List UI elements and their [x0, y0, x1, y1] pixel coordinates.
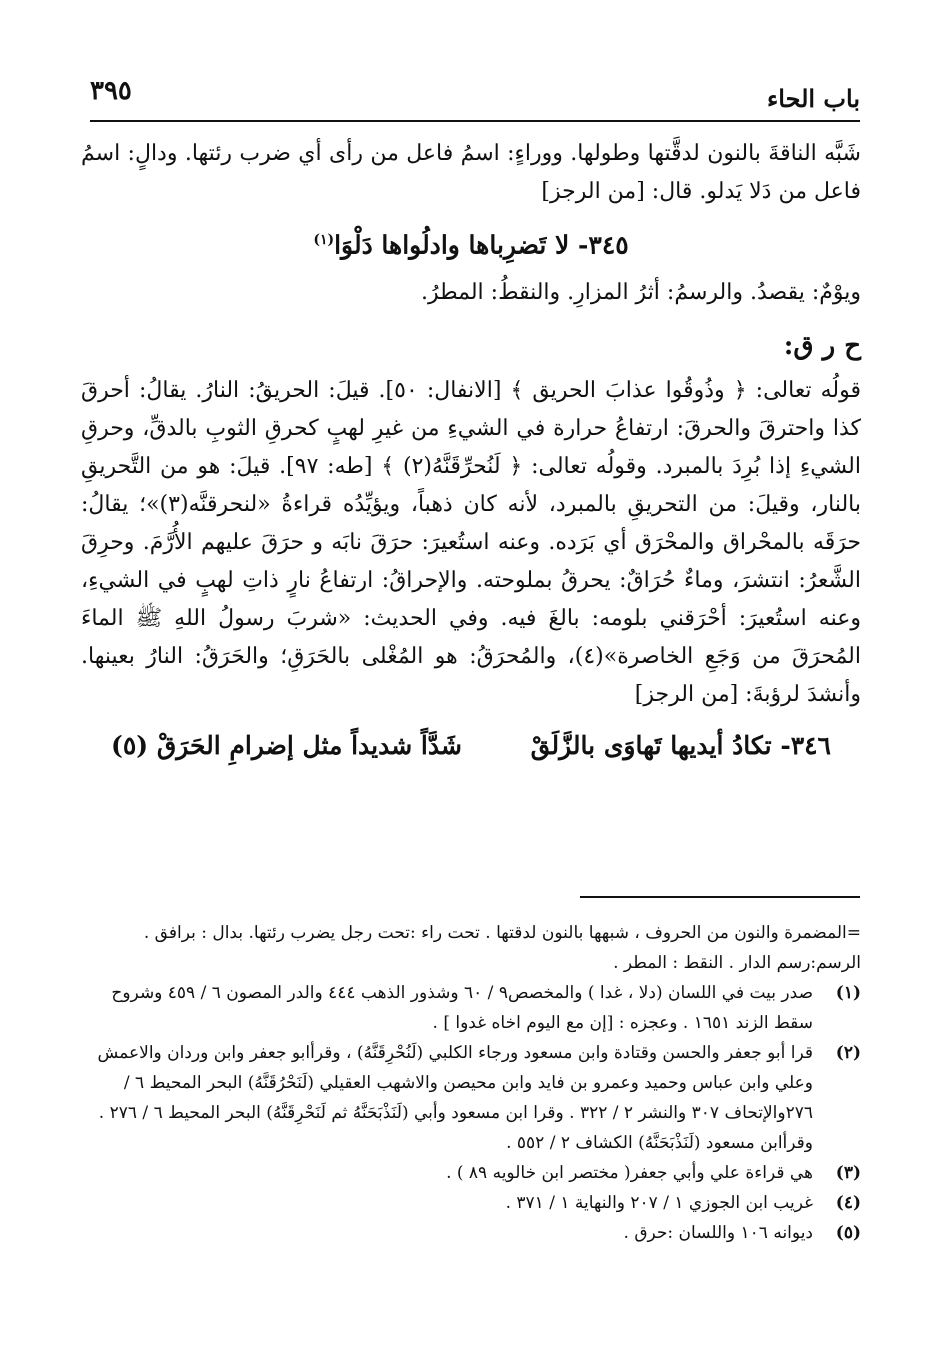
footnote-number: (١) — [835, 983, 861, 1003]
footnote-text: ديوانه ١٠٦ واللسان :حرق . — [623, 1223, 813, 1243]
footnote-divider — [580, 896, 860, 898]
verse-346-first-hemistich: ٣٤٦- تكادُ أيديها تَهاوَى بالزَّلَقْ — [530, 731, 831, 761]
footnote-text: قرا أبو جعفر والحسن وقتادة وابن مسعود ورجاء الكلبي (لَنُحْرِقَنَّهُ) ، وقرأابو جعفر وابن وردان والاعمش وعلي وابن عباس وحميد وعمرو بن فايد وابن محيصن والاشهب العقيلي (لَنَحْرُقَنَّهُ) البحر المحيط ٦ / ٢٧٦والإتحاف ٣٠٧ والنشر ٢ / ٣٢٢ . وقرا ابن مسعود وأبي (لَنَذْبَحَنَّهُ ثم لَنَحْرِقَنَّهُ) البحر المحيط ٦ / ٢٧٦ . وقرأابن مسعود (لَنَذْبَحَنَّهُ) الكشاف ٢ / ٥٥٢ . — [97, 1043, 813, 1153]
verse-346 — [81, 720, 861, 772]
section-heading-root: ح ر ق: — [783, 331, 861, 362]
page-header — [90, 70, 860, 122]
footnote-number: (٤) — [835, 1193, 861, 1213]
footnote-item — [81, 1188, 861, 1218]
running-head: باب الحاء — [766, 84, 860, 113]
page-number: ٣٩٥ — [90, 76, 132, 106]
footnote-item — [81, 1158, 861, 1188]
footnote-text: غريب ابن الجوزي ١ / ٢٠٧ والنهاية ١ / ٣٧١ . — [505, 1193, 813, 1213]
footnote-number: (٢) — [835, 1043, 861, 1063]
footnote-item — [81, 1218, 861, 1248]
verse-345 — [81, 215, 861, 270]
verse-345-text: ٣٤٥- لا تَضرِباها وادلُواها دَلْوَا — [334, 230, 629, 260]
verse-345-footnote-ref: (١) — [313, 232, 335, 248]
footnote-number: (٣) — [835, 1163, 861, 1183]
main-text — [81, 135, 861, 772]
footnote-item — [81, 978, 861, 1038]
paragraph-1: شَبَّه الناقةَ بالنون لدقَّتها وطولها. ووراءٍ: اسمُ فاعل من رأى أي ضرب رئتها. ودالٍ: اسمُ فاعل من دَلا يَدلو. قال: [من الرجز] — [81, 141, 861, 204]
paragraph-2: ويوْمٌ: يقصدُ. والرسمُ: أثرُ المزارِ. والنقطُ: المطرُ. — [420, 280, 861, 306]
paragraph-3: قولُه تعالى: ﴿ وذُوقُوا عذابَ الحريق ﴾ [الانفال: ٥٠]. قيلَ: الحريقُ: النارُ. يقالُ: أحرقَ كذا واحترقَ والحرقَ: ارتفاعُ حرارة في الشيءِ من غيرِ لهبٍ كحرقِ الثوبِ بالدقِّ، وحرقِ الشيءِ إذا بُرِدَ بالمبرد. وقولُه تعالى: ﴿ لَنُحرِّقَنَّهُ(٢) ﴾ [طه: ٩٧]. قيلَ: هو من التَّحريقِ بالنار، وقيلَ: من التحريقِ بالمبرد، لأنه كان ذهباً، ويؤيِّدُه قراءةُ «لنحرقنَّه(٣)»؛ يقالُ: حرَقَه بالمحْراق والمحْرَق أي بَرَده. وعنه استُعيرَ: حرَقَ نابَه و حرَقَ عليهم الأُرَّمَ. وحرِقَ الشَّعرُ: انتشرَ، وماءٌ حُرَاقٌ: يحرقُ بملوحته. والإحراقُ: ارتفاعُ نارٍ ذاتِ لهبٍ في الشيءِ، وعنه استُعيرَ: أحْرَقني بلومه: بالغَ فيه. وفي الحديث: «شربَ رسولُ اللهِ ﷺ الماءَ المُحرَقَ من وَجَعِ الخاصرة»(٤)، والمُحرَقُ: هو المُغْلى بالحَرَقِ؛ والحَرَقُ: النارُ بعينها. وأنشدَ لرؤبةَ: [من الرجز] — [81, 378, 861, 708]
footnotes — [81, 918, 861, 1248]
footnote-text: صدر بيت في اللسان (دلا ، غدا ) والمخصص٩ / ٦٠ وشذور الذهب ٤٤٤ والدر المصون ٦ / ٤٥٩ وشروح سقط الزند ١٦٥١ . وعجزه : [إن مع اليوم اخاه غدوا ] . — [111, 983, 813, 1033]
footnote-continuation: =المضمرة والنون من الحروف ، شبهها بالنون لدقتها . تحت راء :تحت رجل يضرب رئتها. بدال : برافق . الرسم:رسم الدار . النقط : المطر . — [143, 923, 861, 973]
footnote-item — [81, 1038, 861, 1158]
verse-346-second-hemistich: شَدَّاً شديداً مثل إضرامِ الحَرَقْ (٥) — [111, 731, 462, 761]
footnote-number: (٥) — [835, 1223, 861, 1243]
footnote-text: هي قراءة علي وأبي جعفر( مختصر ابن خالويه ٨٩ ) . — [446, 1163, 813, 1183]
